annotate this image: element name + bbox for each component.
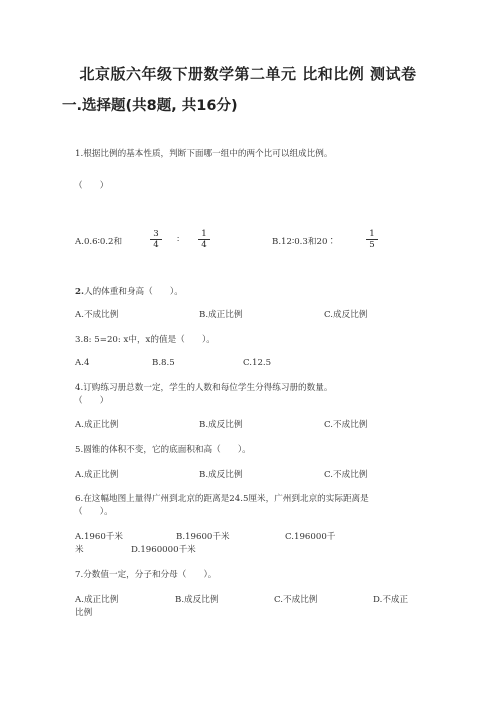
q3-stem: 3.8: 5=20: x中，x的值是（ ）。 bbox=[75, 335, 215, 345]
q4-option-a: A.成正比例 bbox=[75, 420, 119, 430]
q1-option-b-fraction bbox=[366, 229, 378, 250]
q7-option-b: B.成反比例 bbox=[175, 595, 219, 605]
q3-option-a: A.4 bbox=[75, 358, 90, 368]
q2-line bbox=[75, 285, 183, 297]
section-heading: 一.选择题(共8题, 共16分) bbox=[62, 98, 238, 114]
q1-blank: （ ） bbox=[74, 181, 109, 191]
q1-option-a-fraction-1 bbox=[150, 229, 162, 250]
q1-option-a-prefix: A.0.6∶0.2和 bbox=[75, 237, 123, 247]
q6-option-a: A.1960千米 bbox=[75, 532, 123, 542]
q7-option-a: A.成正比例 bbox=[75, 595, 119, 605]
q6-stem-line-1: 6.在这幅地图上量得广州到北京的距离是24.5厘米，广州到北京的实际距离是 bbox=[75, 494, 369, 504]
q4-stem: 4.订购练习册总数一定，学生的人数和每位学生分得练习册的数量。 bbox=[75, 383, 333, 393]
q1-option-a-fraction-1-numerator: 3 bbox=[150, 229, 162, 240]
q7-option-d: D.不成正 bbox=[373, 595, 409, 605]
q5-option-a: A.成正比例 bbox=[75, 470, 119, 480]
q1-option-a-fraction-2-numerator: 1 bbox=[198, 229, 210, 240]
q1-option-a-fraction-2 bbox=[198, 229, 210, 250]
q1-option-b-prefix: B.12∶0.3和20∶ bbox=[272, 237, 337, 247]
q6-option-c: C.196000千 bbox=[285, 532, 336, 542]
document-title: 北京版六年级下册数学第二单元 比和比例 测试卷 bbox=[79, 65, 417, 83]
q4-option-b: B.成反比例 bbox=[199, 420, 243, 430]
q2-option-c: C.成反比例 bbox=[324, 310, 368, 320]
q6-option-b: B.19600千米 bbox=[176, 532, 230, 542]
q6-option-c-continued: 米 bbox=[75, 545, 84, 555]
q4-option-c: C.不成比例 bbox=[324, 420, 368, 430]
q5-option-c: C.不成比例 bbox=[324, 470, 368, 480]
q4-blank: （ ） bbox=[74, 396, 109, 406]
q2-option-a: A.不成比例 bbox=[75, 310, 119, 320]
q7-option-c: C.不成比例 bbox=[274, 595, 318, 605]
q7-stem: 7.分数值一定，分子和分母（ ）。 bbox=[75, 570, 217, 580]
q2-number: 2. bbox=[75, 287, 84, 297]
q6-stem-line-2: （ ）。 bbox=[74, 507, 113, 517]
q1-option-b-fraction-denominator: 5 bbox=[369, 240, 375, 250]
q5-stem: 5.圆锥的体积不变，它的底面积和高（ ）。 bbox=[75, 445, 251, 455]
q1-option-a-fraction-1-denominator: 4 bbox=[153, 240, 159, 250]
q6-option-d: D.1960000千米 bbox=[131, 545, 196, 555]
q1-option-b-fraction-numerator: 1 bbox=[366, 229, 378, 240]
q1-stem: 1.根据比例的基本性质，判断下面哪一组中的两个比可以组成比例。 bbox=[75, 149, 333, 159]
q2-stem: 人的体重和身高（ ）。 bbox=[83, 287, 183, 297]
q1-option-a-colon: ∶ bbox=[177, 235, 180, 245]
q3-option-c: C.12.5 bbox=[243, 358, 272, 368]
q1-option-a-fraction-2-denominator: 4 bbox=[201, 240, 207, 250]
q2-option-b: B.成正比例 bbox=[199, 310, 243, 320]
q7-option-d-continued: 比例 bbox=[75, 608, 93, 618]
q3-option-b: B.8.5 bbox=[152, 358, 175, 368]
q5-option-b: B.成反比例 bbox=[199, 470, 243, 480]
